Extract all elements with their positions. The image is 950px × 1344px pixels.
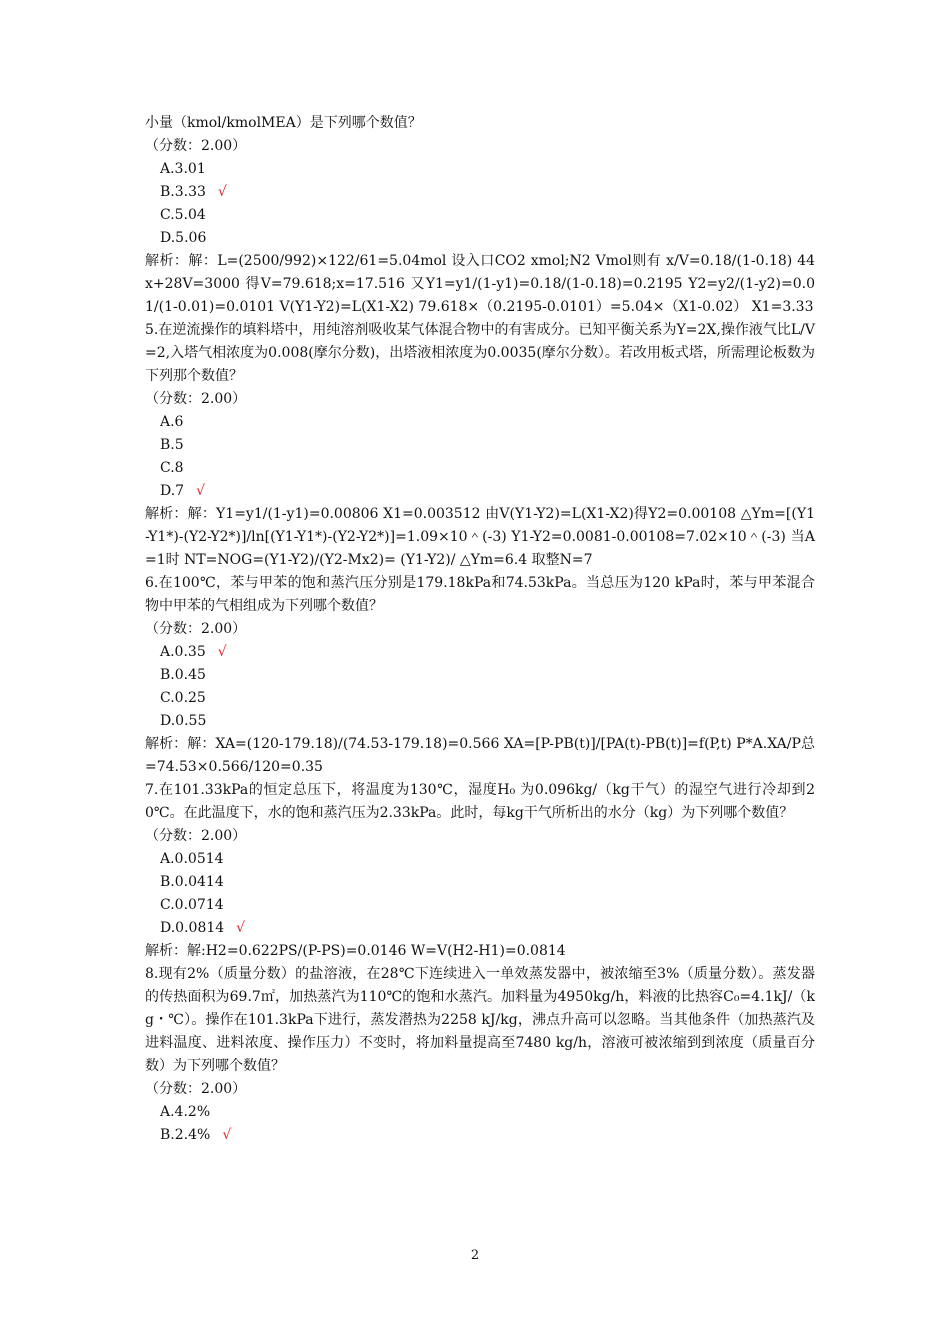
correct-check-mark: √ — [222, 1127, 232, 1143]
option-label: B.0.45 — [160, 667, 206, 683]
answer-option — [145, 434, 815, 457]
answer-option — [145, 158, 815, 181]
correct-check-mark: √ — [217, 644, 227, 660]
option-label: A.0.35 — [160, 644, 206, 660]
text-line: （分数：2.00） — [145, 138, 247, 154]
text-line: （分数：2.00） — [145, 391, 247, 407]
option-label: B.5 — [160, 437, 184, 453]
option-label: B.0.0414 — [160, 874, 224, 890]
answer-option — [145, 227, 815, 250]
option-label: A.3.01 — [160, 161, 206, 177]
option-label: C.0.0714 — [160, 897, 224, 913]
answer-option — [145, 710, 815, 733]
answer-option — [145, 917, 815, 940]
answer-option — [145, 411, 815, 434]
text-line: （分数：2.00） — [145, 828, 247, 844]
correct-check-mark: √ — [196, 483, 206, 499]
answer-option — [145, 664, 815, 687]
paragraph: 7.在101.33kPa的恒定总压下，将温度为130℃，湿度H₀ 为0.096kg/（kg干气）的湿空气进行冷却到20℃。在此温度下，水的饱和蒸汽压为2.33kPa。此时，每kg干气所析出的水分（kg）为下列哪个数值？ — [145, 782, 815, 821]
answer-option — [145, 204, 815, 227]
correct-check-mark: √ — [217, 184, 227, 200]
option-label: A.0.0514 — [160, 851, 224, 867]
option-label: C.5.04 — [160, 207, 206, 223]
answer-option — [145, 687, 815, 710]
option-label: A.4.2% — [160, 1104, 211, 1120]
answer-option — [145, 894, 815, 917]
option-label: B.3.33 — [160, 184, 206, 200]
text-line: 解析：解:H2=0.622PS/(P-PS)=0.0146 W=V(H2-H1)=0.0814 — [145, 943, 566, 959]
paragraph: 5.在逆流操作的填料塔中，用纯溶剂吸收某气体混合物中的有害成分。已知平衡关系为Y=2X,操作液气比L/V=2,入塔气相浓度为0.008(摩尔分数)，出塔液相浓度为0.0035(摩尔分数）。若改用板式塔，所需理论板数为下列那个数值？ — [145, 322, 815, 384]
text-line: 小量（kmol/kmolMEA）是下列哪个数值？ — [145, 115, 422, 131]
answer-option — [145, 457, 815, 480]
text-line: （分数：2.00） — [145, 621, 247, 637]
paragraph: 解析：解：XA=(120-179.18)/(74.53-179.18)=0.566 XA=[P-PB(t)]/[PA(t)-PB(t)]=f(P,t) P*A.XA/P总=74.53×0.566/120=0.35 — [145, 736, 815, 775]
option-label: A.6 — [160, 414, 184, 430]
paragraph: 6.在100℃，苯与甲苯的饱和蒸汽压分别是179.18kPa和74.53kPa。当总压为120 kPa时，苯与甲苯混合物中甲苯的气相组成为下列哪个数值？ — [145, 575, 815, 614]
text-line: （分数：2.00） — [145, 1081, 247, 1097]
option-label: C.0.25 — [160, 690, 206, 706]
paragraph: 解析：解：L=(2500/992)×122/61=5.04mol 设入口CO2 xmol;N2 Vmol则有 x/V=0.18/(1-0.18) 44x+28V=3000 得V=79.618;x=17.516 又Y1=y1/(1-y1)=0.18/(1-0.18)=0.2195 Y2=y2/(1-y2)=0.01/(1-0.01)=0.0101 V(Y1-Y2)=L(X1-X2) 79.618×（0.2195-0.0101）=5.04×（X1-0.02） X1=3.33 — [145, 253, 815, 315]
answer-option — [145, 181, 815, 204]
option-label: C.8 — [160, 460, 184, 476]
paragraph: 解析：解：Y1=y1/(1-y1)=0.00806 X1=0.003512 由V(Y1-Y2)=L(X1-X2)得Y2=0.00108 △Ym=[(Y1-Y1*)-(Y2-Y2*)]/ln[(Y1-Y1*)-(Y2-Y2*)]=1.09×10＾(-3) Y1-Y2=0.0081-0.00108=7.02×10＾(-3) 当A=1时 NT=NOG=(Y1-Y2)/(Y2-Mx2)= (Y1-Y2)/ △Ym=6.4 取整N=7 — [145, 506, 815, 568]
answer-option — [145, 1101, 815, 1124]
option-label: D.5.06 — [160, 230, 207, 246]
paragraph: 8.现有2%（质量分数）的盐溶液，在28℃下连续进入一单效蒸发器中，被浓缩至3%（质量分数）。蒸发器的传热面积为69.7㎡，加热蒸汽为110℃的饱和水蒸汽。加料量为4950kg/h，料液的比热容C₀=4.1kJ/（kg・℃）。操作在101.3kPa下进行，蒸发潜热为2258 kJ/kg，沸点升高可以忽略。当其他条件（加热蒸汽及进料温度、进料浓度、操作压力）不变时，将加料量提高至7480 kg/h，溶液可被浓缩到到浓度（质量百分数）为下列哪个数值？ — [145, 966, 815, 1074]
correct-check-mark: √ — [236, 920, 246, 936]
option-label: B.2.4% — [160, 1127, 211, 1143]
answer-option — [145, 1124, 815, 1147]
answer-option — [145, 871, 815, 894]
option-label: D.0.0814 — [160, 920, 225, 936]
answer-option — [145, 480, 815, 503]
option-label: D.7 — [160, 483, 185, 499]
document-page — [145, 112, 815, 1147]
answer-option — [145, 848, 815, 871]
option-label: D.0.55 — [160, 713, 207, 729]
page-number: 2 — [470, 1248, 480, 1263]
answer-option — [145, 641, 815, 664]
